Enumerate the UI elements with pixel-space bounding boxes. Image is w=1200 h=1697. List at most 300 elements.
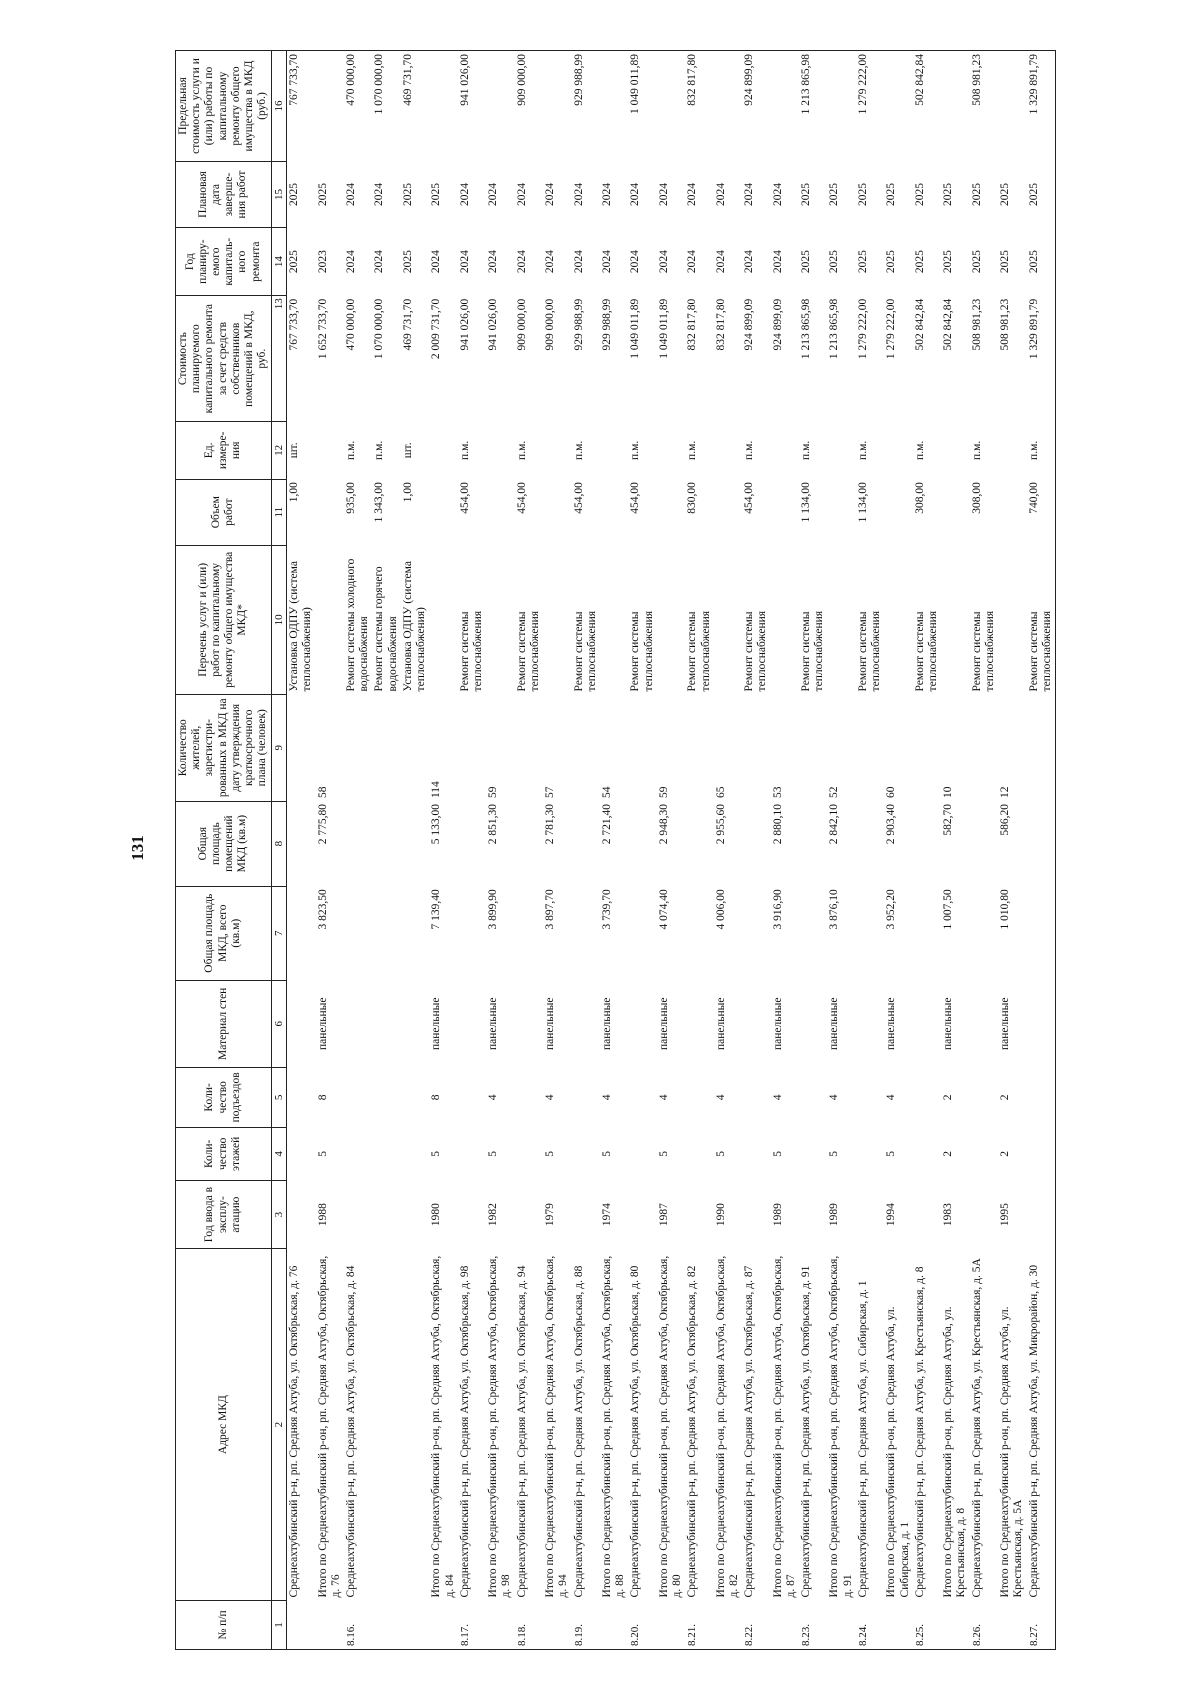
table-row <box>714 51 742 1650</box>
wall-material-cell <box>287 980 316 1067</box>
entrances-cell <box>970 1068 998 1128</box>
entrances-cell: 2 <box>942 1094 955 1101</box>
table-row <box>657 51 685 1650</box>
total-area-cell <box>685 886 713 980</box>
premises-area-cell: 2 775,80 <box>316 804 329 845</box>
total-area-cell: 3 952,20 <box>885 889 898 930</box>
year-cell: 1989 <box>771 1203 784 1227</box>
work-volume-cell: 454,00 <box>572 482 585 514</box>
unit-cell: п.м. <box>373 440 386 460</box>
entrances-cell <box>628 1068 656 1128</box>
row-number <box>657 1600 685 1649</box>
completion-cell: 2025 <box>316 183 329 207</box>
residents-cell <box>372 694 400 801</box>
address-cell: Итого по Среднеахтубинский р-он, рп. Средняя Ахтуба, Октябрьская, д. 84 <box>430 1255 456 1598</box>
work-volume-cell <box>486 479 514 545</box>
entrances-cell <box>515 1068 543 1128</box>
col-header-max-cost: Предельная стоимость услуги и (или) работы по капитальному ремонту общего имущества в МКД (руб.) <box>176 51 272 162</box>
wall-material-cell <box>572 980 600 1067</box>
completion-cell: 2024 <box>487 183 500 207</box>
year-cell <box>1027 1180 1056 1248</box>
repair-year-cell: 2025 <box>1027 228 1056 296</box>
max-cost-cell <box>827 51 855 162</box>
residents-cell <box>742 694 770 801</box>
work-volume-cell <box>657 479 685 545</box>
entrances-cell: 4 <box>714 1094 727 1101</box>
repair-year-cell: 2024 <box>544 250 557 274</box>
cost-cell: 469 731,70 <box>401 298 414 351</box>
premises-area-cell <box>572 801 600 886</box>
floors-cell <box>572 1127 600 1180</box>
total-area-cell: 4 074,40 <box>657 889 670 930</box>
table-row <box>799 51 827 1650</box>
year-cell: 1994 <box>885 1203 898 1227</box>
row-number <box>884 1600 912 1649</box>
work-volume-cell: 454,00 <box>458 482 471 514</box>
floors-cell <box>515 1127 543 1180</box>
address-cell: Среднеахтубинский р-н, рп. Средняя Ахтуба, ул. Микрорайон, д. 30 <box>1027 1249 1056 1601</box>
work-type-cell: Ремонт системы теплоснабжения <box>1027 545 1056 694</box>
floors-cell <box>628 1127 656 1180</box>
total-area-cell: 3 739,70 <box>600 889 613 930</box>
entrances-cell: 4 <box>487 1094 500 1101</box>
completion-cell: 2025 <box>288 183 301 207</box>
wall-material-cell: панельные <box>657 997 670 1051</box>
repair-year-cell: 2025 <box>942 250 955 274</box>
floors-cell: 5 <box>657 1150 670 1157</box>
wall-material-cell <box>515 980 543 1067</box>
total-area-cell: 1 010,80 <box>999 889 1012 930</box>
year-cell <box>515 1180 543 1248</box>
wall-material-cell: панельные <box>430 997 443 1051</box>
max-cost-cell: 929 988,99 <box>572 51 600 162</box>
completion-cell: 2024 <box>657 183 670 207</box>
col-number: 13 <box>271 296 287 422</box>
completion-cell: 2024 <box>544 183 557 207</box>
address-cell: Итого по Среднеахтубинский р-он, рп. Средняя Ахтуба, Октябрьская, д. 82 <box>714 1255 740 1598</box>
work-volume-cell: 935,00 <box>345 482 358 514</box>
work-type-cell <box>714 545 742 694</box>
unit-cell <box>429 422 457 480</box>
col-header-floors: Коли-чество этажей <box>176 1127 272 1180</box>
residents-cell: 65 <box>714 786 727 799</box>
address-cell <box>401 1249 429 1601</box>
completion-cell: 2024 <box>373 183 386 207</box>
premises-area-cell: 2 842,10 <box>828 804 841 845</box>
table-row <box>429 51 457 1650</box>
table-row <box>486 51 514 1650</box>
floors-cell: 5 <box>544 1150 557 1157</box>
page-number: 131 <box>128 835 147 861</box>
table-row <box>600 51 628 1650</box>
floors-cell: 5 <box>316 1150 329 1157</box>
max-cost-cell: 469 731,70 <box>401 51 429 162</box>
completion-cell: 2024 <box>572 183 585 207</box>
wall-material-cell <box>970 980 998 1067</box>
row-number <box>827 1600 855 1649</box>
repair-year-cell: 2025 <box>970 250 983 274</box>
unit-cell: шт. <box>288 442 301 459</box>
max-cost-cell <box>771 51 799 162</box>
work-volume-cell <box>941 479 969 545</box>
total-area-cell: 7 139,40 <box>430 889 443 930</box>
work-type-cell: Ремонт системы теплоснабжения <box>515 610 541 692</box>
premises-area-cell: 2 781,30 <box>544 804 557 845</box>
max-cost-cell: 1 329 891,79 <box>1027 51 1056 162</box>
cost-cell: 924 899,09 <box>743 298 756 351</box>
residents-cell <box>401 694 429 801</box>
cost-cell: 924 899,09 <box>771 298 784 351</box>
cost-cell: 941 026,00 <box>458 298 471 351</box>
row-number <box>316 1600 344 1649</box>
work-type-cell: Ремонт системы холодного водоснабжения <box>345 558 371 692</box>
premises-area-cell: 2 903,40 <box>885 804 898 845</box>
wall-material-cell <box>856 980 884 1067</box>
col-header-total-area: Общая площадь МКД, всего (кв.м) <box>176 886 272 980</box>
floors-cell <box>1027 1127 1056 1180</box>
row-number <box>401 1600 429 1649</box>
repair-year-cell: 2025 <box>288 250 301 274</box>
wall-material-cell: панельные <box>885 997 898 1051</box>
floors-cell: 5 <box>714 1150 727 1157</box>
floors-cell <box>372 1127 400 1180</box>
cost-cell: 502 842,84 <box>913 298 926 351</box>
max-cost-cell <box>429 51 457 162</box>
wall-material-cell: панельные <box>999 997 1012 1051</box>
table-row <box>1027 51 1056 1650</box>
work-volume-cell: 1 134,00 <box>800 482 813 523</box>
total-area-cell: 3 876,10 <box>828 889 841 930</box>
work-type-cell: Ремонт системы теплоснабжения <box>913 610 940 692</box>
wall-material-cell <box>742 980 770 1067</box>
completion-cell: 2025 <box>1027 161 1056 227</box>
col-header-year-commissioned: Год ввода в эксплу-атацию <box>176 1180 272 1248</box>
col-number: 6 <box>271 980 287 1067</box>
wall-material-cell <box>401 980 429 1067</box>
premises-area-cell <box>685 801 713 886</box>
cost-cell: 2 009 731,70 <box>430 298 443 360</box>
completion-cell: 2025 <box>942 183 955 207</box>
wall-material-cell <box>1027 980 1056 1067</box>
work-volume-cell: 1 343,00 <box>373 482 386 523</box>
max-cost-cell <box>316 51 344 162</box>
premises-area-cell <box>628 801 656 886</box>
residents-cell: 53 <box>771 786 784 799</box>
row-number: 8.18. <box>515 1600 543 1649</box>
work-volume-cell: 454,00 <box>515 482 528 514</box>
work-type-cell <box>884 545 912 694</box>
address-cell: Среднеахтубинский р-н, рп. Средняя Ахтуба, ул. Октябрьская, д. 84 <box>345 1265 358 1598</box>
entrances-cell <box>913 1068 941 1128</box>
year-cell <box>799 1180 827 1248</box>
col-header-completion-date: Плановая дата заверше-ния работ <box>176 161 272 227</box>
repair-year-cell: 2025 <box>828 250 841 274</box>
completion-cell: 2024 <box>345 183 358 207</box>
total-area-cell <box>572 886 600 980</box>
col-header-repair-year: Год планиру-емого капиталь-ного ремонта <box>176 228 272 296</box>
work-volume-cell: 454,00 <box>743 482 756 514</box>
col-header-unit: Ед. измере-ния <box>176 422 272 480</box>
premises-area-cell <box>1027 801 1056 886</box>
work-volume-cell <box>771 479 799 545</box>
capital-repair-table <box>175 50 1056 1650</box>
max-cost-cell: 470 000,00 <box>344 51 372 162</box>
max-cost-cell <box>543 51 571 162</box>
address-cell: Итого по Среднеахтубинский р-он, рп. Средняя Ахтуба, Октябрьская, д. 98 <box>487 1255 513 1598</box>
row-number: 8.24. <box>856 1600 884 1649</box>
work-volume-cell <box>998 479 1026 545</box>
work-volume-cell: 1,00 <box>288 482 301 503</box>
wall-material-cell <box>913 980 941 1067</box>
row-number <box>941 1600 969 1649</box>
cost-cell: 508 981,23 <box>970 298 983 351</box>
total-area-cell: 1 007,50 <box>942 889 955 930</box>
year-cell <box>372 1180 400 1248</box>
residents-cell <box>1027 694 1056 801</box>
cost-cell: 832 817,80 <box>686 298 699 351</box>
unit-cell <box>316 422 344 480</box>
table-row <box>372 51 400 1650</box>
table-row <box>941 51 969 1650</box>
unit-cell: п.м. <box>856 440 869 460</box>
floors-cell: 2 <box>999 1150 1012 1157</box>
max-cost-cell: 767 733,70 <box>287 51 316 162</box>
premises-area-cell: 2 955,60 <box>714 804 727 845</box>
col-header-premises-area: Общая площадь помещений МКД (кв.м) <box>176 801 272 886</box>
repair-year-cell: 2024 <box>743 250 756 274</box>
completion-cell: 2024 <box>515 183 528 207</box>
work-volume-cell <box>316 479 344 545</box>
row-number <box>287 1600 316 1649</box>
address-cell: Итого по Среднеахтубинский р-он, рп. Средняя Ахтуба, Октябрьская, д. 87 <box>771 1255 797 1598</box>
residents-cell: 57 <box>544 786 557 799</box>
floors-cell: 5 <box>885 1150 898 1157</box>
address-cell: Среднеахтубинский р-н, рп. Средняя Ахтуба, ул. Крестьянская, д. 5А <box>970 1258 983 1598</box>
floors-cell <box>685 1127 713 1180</box>
wall-material-cell <box>799 980 827 1067</box>
max-cost-cell <box>486 51 514 162</box>
cost-cell: 1 329 891,79 <box>1027 296 1056 422</box>
premises-area-cell <box>458 801 486 886</box>
work-type-cell <box>657 545 685 694</box>
row-number: 8.16. <box>344 1600 372 1649</box>
repair-year-cell: 2024 <box>458 250 471 274</box>
floors-cell <box>970 1127 998 1180</box>
cost-cell: 1 049 011,89 <box>657 298 670 359</box>
floors-cell <box>287 1127 316 1180</box>
unit-cell <box>998 422 1026 480</box>
address-cell: Среднеахтубинский р-н, рп. Средняя Ахтуба, ул. Октябрьская, д. 94 <box>515 1265 528 1598</box>
unit-cell <box>543 422 571 480</box>
wall-material-cell: панельные <box>942 997 955 1051</box>
premises-area-cell: 2 948,30 <box>657 804 670 845</box>
col-number: 11 <box>271 479 287 545</box>
completion-cell: 2025 <box>828 183 841 207</box>
max-cost-cell <box>714 51 742 162</box>
premises-area-cell <box>287 801 316 886</box>
repair-year-cell: 2025 <box>999 250 1012 274</box>
completion-cell: 2024 <box>686 183 699 207</box>
work-type-cell: Ремонт системы теплоснабжения <box>686 610 712 692</box>
col-number: 2 <box>271 1249 287 1601</box>
total-area-cell <box>628 886 656 980</box>
max-cost-cell: 941 026,00 <box>458 51 486 162</box>
floors-cell: 5 <box>771 1150 784 1157</box>
col-header-wall-material: Материал стен <box>176 980 272 1067</box>
entrances-cell <box>458 1068 486 1128</box>
address-cell: Среднеахтубинский р-н, рп. Средняя Ахтуба, ул. Октябрьская, д. 87 <box>743 1265 756 1598</box>
max-cost-cell: 1 049 011,89 <box>628 51 656 162</box>
table-row <box>628 51 656 1650</box>
row-number <box>486 1600 514 1649</box>
max-cost-cell <box>941 51 969 162</box>
col-header-residents: Количество жителей, зарегистри-рованных в МКД на дату утверждения краткосрочного плана (человек) <box>176 694 272 801</box>
address-cell: Среднеахтубинский р-н, рп. Средняя Ахтуба, ул. Октябрьская, д. 88 <box>572 1265 585 1598</box>
residents-cell <box>628 694 656 801</box>
row-number <box>372 1600 400 1649</box>
year-cell <box>970 1180 998 1248</box>
cost-cell: 1 279 222,00 <box>856 298 869 360</box>
total-area-cell <box>742 886 770 980</box>
col-number: 4 <box>271 1127 287 1180</box>
wall-material-cell: панельные <box>487 997 500 1051</box>
row-number: 8.26. <box>970 1600 998 1649</box>
max-cost-cell: 924 899,09 <box>742 51 770 162</box>
completion-cell: 2025 <box>800 183 813 207</box>
completion-cell: 2025 <box>885 183 898 207</box>
entrances-cell: 4 <box>600 1094 613 1101</box>
floors-cell <box>344 1127 372 1180</box>
residents-cell: 52 <box>828 786 841 799</box>
work-type-cell: Ремонт системы теплоснабжения <box>970 610 996 692</box>
year-cell: 1983 <box>942 1203 955 1227</box>
unit-cell: п.м. <box>572 440 585 460</box>
unit-cell <box>941 422 969 480</box>
total-area-cell <box>458 886 486 980</box>
header-row <box>176 51 272 1650</box>
row-number: 8.21. <box>685 1600 713 1649</box>
table-row <box>771 51 799 1650</box>
repair-year-cell: 2024 <box>373 250 386 274</box>
wall-material-cell: панельные <box>544 997 557 1051</box>
work-volume-cell: 1,00 <box>401 482 414 503</box>
unit-cell <box>771 422 799 480</box>
residents-cell <box>856 694 884 801</box>
wall-material-cell: панельные <box>771 997 784 1051</box>
cost-cell: 929 988,99 <box>572 298 585 351</box>
wall-material-cell: панельные <box>316 997 329 1051</box>
completion-cell: 2025 <box>401 183 414 207</box>
unit-cell <box>884 422 912 480</box>
total-area-cell: 3 899,90 <box>487 889 500 930</box>
work-volume-cell <box>884 479 912 545</box>
premises-area-cell: 586,20 <box>999 804 1012 836</box>
col-header-entrances: Коли-чество подъездов <box>176 1068 272 1128</box>
entrances-cell <box>344 1068 372 1128</box>
completion-cell: 2025 <box>856 183 869 207</box>
max-cost-cell: 1 279 222,00 <box>856 51 884 162</box>
work-volume-cell: 740,00 <box>1027 479 1056 545</box>
cost-cell: 470 000,00 <box>345 298 358 351</box>
entrances-cell <box>287 1068 316 1128</box>
table-row <box>401 51 429 1650</box>
total-area-cell: 4 006,00 <box>714 889 727 930</box>
col-number: 8 <box>271 801 287 886</box>
year-cell: 1990 <box>714 1203 727 1227</box>
total-area-cell <box>856 886 884 980</box>
work-type-cell <box>771 545 799 694</box>
col-number: 14 <box>271 228 287 296</box>
table-row <box>572 51 600 1650</box>
table-row <box>515 51 543 1650</box>
work-type-cell: Ремонт системы теплоснабжения <box>800 610 826 692</box>
address-cell: Итого по Среднеахтубинский р-он, рп. Средняя Ахтуба, ул. Крестьянская, д. 8 <box>942 1306 968 1598</box>
repair-year-cell: 2024 <box>714 250 727 274</box>
max-cost-cell: 508 981,23 <box>970 51 998 162</box>
row-number: 8.25. <box>913 1600 941 1649</box>
year-cell <box>458 1180 486 1248</box>
wall-material-cell <box>628 980 656 1067</box>
residents-cell <box>799 694 827 801</box>
table-row <box>884 51 912 1650</box>
total-area-cell <box>970 886 998 980</box>
wall-material-cell: панельные <box>600 997 613 1051</box>
max-cost-cell: 1 070 000,00 <box>372 51 400 162</box>
residents-cell <box>344 694 372 801</box>
premises-area-cell <box>372 801 400 886</box>
entrances-cell: 8 <box>316 1094 329 1101</box>
residents-cell: 114 <box>430 781 443 799</box>
cost-cell: 832 817,80 <box>714 298 727 351</box>
entrances-cell <box>401 1068 429 1128</box>
year-cell: 1988 <box>316 1203 329 1227</box>
col-number: 3 <box>271 1180 287 1248</box>
table-row <box>344 51 372 1650</box>
work-volume-cell: 830,00 <box>686 482 699 514</box>
residents-cell: 58 <box>316 786 329 799</box>
floors-cell: 5 <box>828 1150 841 1157</box>
floors-cell <box>458 1127 486 1180</box>
residents-cell <box>458 694 486 801</box>
row-number: 8.27. <box>1027 1600 1056 1649</box>
floors-cell <box>401 1127 429 1180</box>
completion-cell: 2024 <box>771 183 784 207</box>
floors-cell <box>913 1127 941 1180</box>
total-area-cell <box>344 886 372 980</box>
entrances-cell: 4 <box>657 1094 670 1101</box>
row-number: 8.23. <box>799 1600 827 1649</box>
table-row <box>998 51 1026 1650</box>
cost-cell: 1 213 865,98 <box>800 298 813 360</box>
work-type-cell: Ремонт системы горячего водоснабжения <box>373 566 399 692</box>
unit-cell: п.м. <box>743 440 756 460</box>
floors-cell: 5 <box>600 1150 613 1157</box>
residents-cell <box>685 694 713 801</box>
completion-cell: 2024 <box>458 183 471 207</box>
completion-cell: 2024 <box>714 183 727 207</box>
floors-cell <box>799 1127 827 1180</box>
work-type-cell <box>600 545 628 694</box>
repair-year-cell: 2025 <box>885 250 898 274</box>
year-cell: 1982 <box>487 1203 500 1227</box>
year-cell <box>628 1180 656 1248</box>
unit-cell <box>486 422 514 480</box>
year-cell <box>344 1180 372 1248</box>
cost-cell: 1 652 733,70 <box>316 298 329 360</box>
cost-cell: 1 049 011,89 <box>629 298 642 359</box>
work-type-cell <box>429 545 457 694</box>
col-number: 15 <box>271 161 287 227</box>
